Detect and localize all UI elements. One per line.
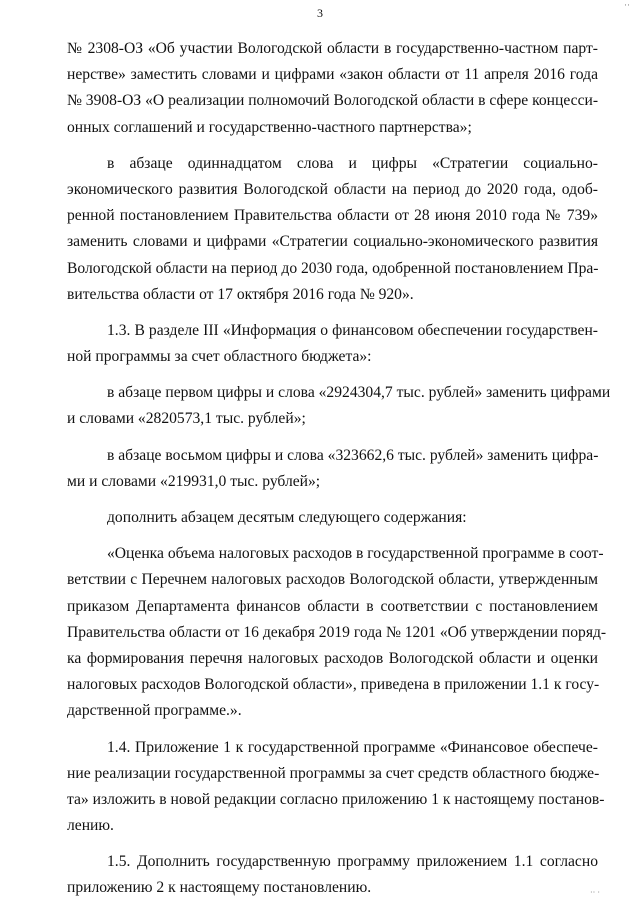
page-number: 3 bbox=[317, 6, 323, 20]
text-line: 1.3. В разделе III «Информация о финансовом обеспечении государствен- bbox=[107, 321, 598, 339]
text-line: та» изложить в новой редакции согласно приложению 1 к настоящему постанов- bbox=[67, 790, 605, 808]
paragraph-1 bbox=[67, 36, 598, 141]
scan-artifact-top: ·· bbox=[624, 0, 630, 10]
text-line: ной программы за счет областного бюджета»: bbox=[67, 348, 372, 366]
text-line: ветствии с Перечнем налоговых расходов Вологодской области, утвержденным bbox=[67, 571, 598, 589]
text-line: налоговых расходов Вологодской области», приведена в приложении 1.1 к госу- bbox=[67, 676, 600, 694]
paragraph-7 bbox=[67, 541, 607, 724]
paragraph-3 bbox=[67, 318, 598, 370]
text-line: в абзаце восьмом цифры и слова «323662,6 тыс. рублей» заменить цифра- bbox=[107, 446, 599, 464]
text-line: ка формирования перечня налоговых расходов Вологодской области и оценки bbox=[67, 649, 598, 667]
text-line: 1.4. Приложение 1 к государственной программе «Финансовое обеспече- bbox=[107, 738, 598, 756]
text-line: в абзаце первом цифры и слова «2924304,7 тыс. рублей» заменить цифрами bbox=[107, 384, 611, 402]
text-line: Правительства области от 16 декабря 2019 года № 1201 «Об утверждении поряд- bbox=[67, 623, 607, 641]
text-line: 1.5. Дополнить государственную программу приложением 1.1 согласно bbox=[107, 853, 598, 871]
document-body bbox=[67, 36, 611, 902]
paragraph-6 bbox=[67, 505, 598, 531]
paragraph-5 bbox=[67, 443, 598, 495]
text-line: ние реализации государственной программы за счет средств областного бюдже- bbox=[67, 764, 600, 782]
text-line: «Оценка объема налоговых расходов в государственной программе в соот- bbox=[107, 545, 604, 563]
paragraph-2 bbox=[67, 151, 598, 308]
paragraph-9 bbox=[67, 849, 598, 901]
text-line: в абзаце одиннадцатом слова и цифры «Стратегии социально- bbox=[107, 154, 598, 172]
text-line: нерстве» заместить словами и цифрами «закон области от 11 апреля 2016 года bbox=[67, 66, 598, 84]
text-line: экономического развития Вологодской области на период до 2020 года, одоб- bbox=[67, 180, 598, 198]
text-line: приказом Департамента финансов области в соответствии с постановлением bbox=[67, 597, 598, 615]
paragraph-8 bbox=[67, 735, 605, 840]
text-line: дополнить абзацем десятым следующего содержания: bbox=[107, 509, 467, 526]
text-line: ми и словами «219931,0 тыс. рублей»; bbox=[67, 472, 321, 490]
text-line: и словами «2820573,1 тыс. рублей»; bbox=[67, 410, 306, 428]
text-line: лению. bbox=[67, 817, 114, 835]
text-line: приложению 2 к настоящему постановлению. bbox=[67, 879, 372, 897]
text-line: заменить словами и цифрами «Стратегии социально-экономического развития bbox=[67, 233, 598, 251]
text-line: № 2308-ОЗ «Об участии Вологодской области в государственно-частном парт- bbox=[67, 40, 598, 57]
text-line: онных соглашений и государственно-частного партнерства»; bbox=[67, 118, 472, 136]
text-line: дарственной программе.». bbox=[67, 702, 242, 720]
text-line: ренной постановлением Правительства области от 28 июня 2010 года № 739» bbox=[67, 207, 598, 225]
paragraph-4 bbox=[67, 380, 611, 432]
text-line: № 3908-ОЗ «О реализации полномочий Вологодской области в сфере концесси- bbox=[67, 92, 599, 110]
scan-artifact-bottom: ·· · bbox=[590, 888, 600, 897]
text-line: вительства области от 17 октября 2016 года № 920». bbox=[67, 285, 414, 303]
text-line: Вологодской области на период до 2030 года, одобренной постановлением Пра- bbox=[67, 259, 599, 277]
